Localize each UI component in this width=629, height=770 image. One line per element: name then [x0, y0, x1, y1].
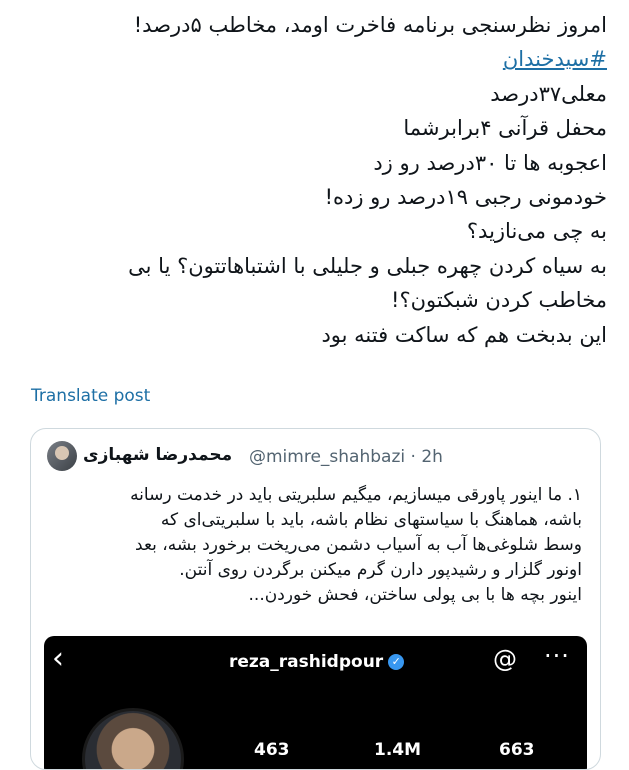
quoted-line: وسط شلوغی‌ها آب به آسیاب دشمن می‌ریخت برخورد بشه، بعد	[135, 535, 582, 555]
post-text	[17, 8, 607, 352]
threads-icon: @	[493, 645, 517, 673]
post-line: اعجوبه ها تا ۳۰درصد رو زد	[373, 150, 607, 175]
posts-count: 463	[254, 740, 290, 760]
quoted-post-text	[42, 483, 582, 608]
post-line: محفل قرآنی ۴برابرشما	[403, 116, 607, 141]
quoted-author-handle: @mimre_shahbazi	[249, 447, 406, 467]
quoted-line: ۱. ما اینور پاورقی میسازیم، میگیم سلبریتی باید در خدمت رسانه	[130, 485, 582, 505]
avatar[interactable]	[47, 441, 77, 471]
post-line: خودمونی رجبی ۱۹درصد رو زده!	[324, 185, 607, 210]
post-line: به سیاه کردن چهره جبلی و جلیلی با اشتباهاتتون؟ یا بی	[128, 253, 607, 278]
quoted-line: اینور بچه ها با بی پولی ساختن، فحش خوردن...	[248, 585, 582, 605]
post-line: معلی۳۷درصد	[490, 81, 607, 106]
quoted-line: باشه، هماهنگ با سیاستهای نظام باشه، باید با سلبریتی‌ای که	[160, 510, 582, 530]
verified-badge-icon: ✓	[388, 654, 404, 670]
quoted-post[interactable]	[30, 428, 601, 770]
quoted-line: اونور گلزار و رشیدپور دارن گرم میکنن برگردن روی آنتن.	[179, 560, 582, 580]
quoted-author-name[interactable]: محمدرضا شهبازی	[83, 445, 233, 465]
translate-post-link[interactable]: Translate post	[31, 386, 151, 406]
more-horizontal-icon: ···	[544, 642, 570, 670]
post-line: مخاطب کردن شبکتون؟!	[391, 288, 607, 313]
hashtag-link[interactable]: #سیدخندان	[502, 47, 607, 72]
instagram-username: reza_rashidpour	[229, 652, 384, 672]
following-count: 663	[499, 740, 535, 760]
quoted-post-time: · 2h	[410, 447, 443, 467]
followers-count: 1.4M	[374, 740, 422, 760]
post-line: این بدبخت هم که ساکت فتنه بود	[321, 322, 607, 347]
post-line: امروز نظرسنجی برنامه فاخرت اومد، مخاطب ۵درصد!	[133, 13, 607, 37]
avatar	[82, 708, 184, 770]
chevron-left-icon: ‹	[52, 641, 64, 676]
post-line: به چی می‌نازید؟	[466, 219, 607, 244]
